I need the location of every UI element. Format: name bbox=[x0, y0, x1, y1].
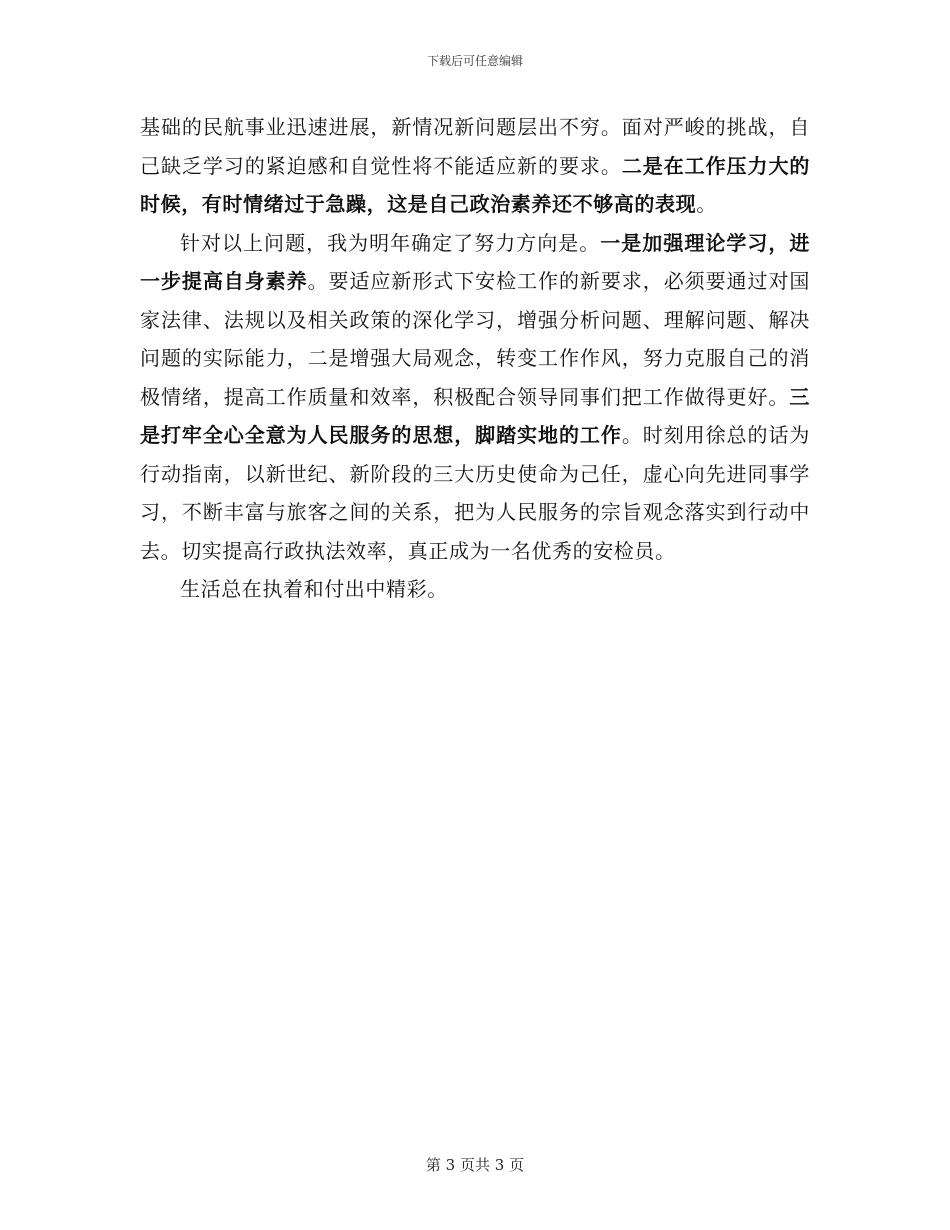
text-segment: 。 bbox=[696, 192, 717, 216]
text-segment: 生活总在执着和付出中精彩。 bbox=[180, 577, 448, 601]
text-segment: 针对以上问题，我为明年确定了努力方向是。 bbox=[180, 230, 601, 255]
document-body bbox=[140, 108, 810, 609]
page-header: 下载后可任意编辑 bbox=[426, 54, 523, 68]
text-segment: 。时刻用徐总的话为行动指南，以新世纪、新阶段的三大历史使命为己任，虚心向先进同事学习，不断丰富与旅客之间的关系，把为人民服务的宗旨观念落实到行动中去。切实提高行政执法效率，真正成为一名优秀的安检员。 bbox=[140, 423, 810, 563]
text-segment: 。要适应新形式下安检工作的新要求，必须要通过对国家法律、法规以及相关政策的深化学习，增强分析问题、理解问题、解决问题的实际能力，二是增强大局观念，转变工作作风，努力克服自己的消极情绪，提高工作质量和效率，积极配合领导同事们把工作做得更好。 bbox=[140, 269, 810, 409]
text-segment: 基础的民航事业迅速进展，新情况新问题层出不穷。面对严峻的挑战，自己缺乏学习的紧迫感和自觉性将不能适应新的要求。 bbox=[140, 115, 810, 178]
paragraph-3 bbox=[140, 570, 810, 609]
bold-text-segment: 一是加强理论学习，进一步提高自身素养 bbox=[140, 230, 811, 293]
page-number-footer: 第 3 页共 3 页 bbox=[425, 1156, 525, 1174]
bold-text-segment: 二是在工作压力大的时候，有时情绪过于急躁，这是自己政治素养还不够高的表现 bbox=[140, 153, 810, 216]
bold-text-segment: 三是打牢全心全意为人民服务的思想，脚踏实地的工作 bbox=[140, 384, 810, 447]
paragraph-1 bbox=[140, 108, 810, 224]
paragraph-2 bbox=[140, 224, 810, 571]
